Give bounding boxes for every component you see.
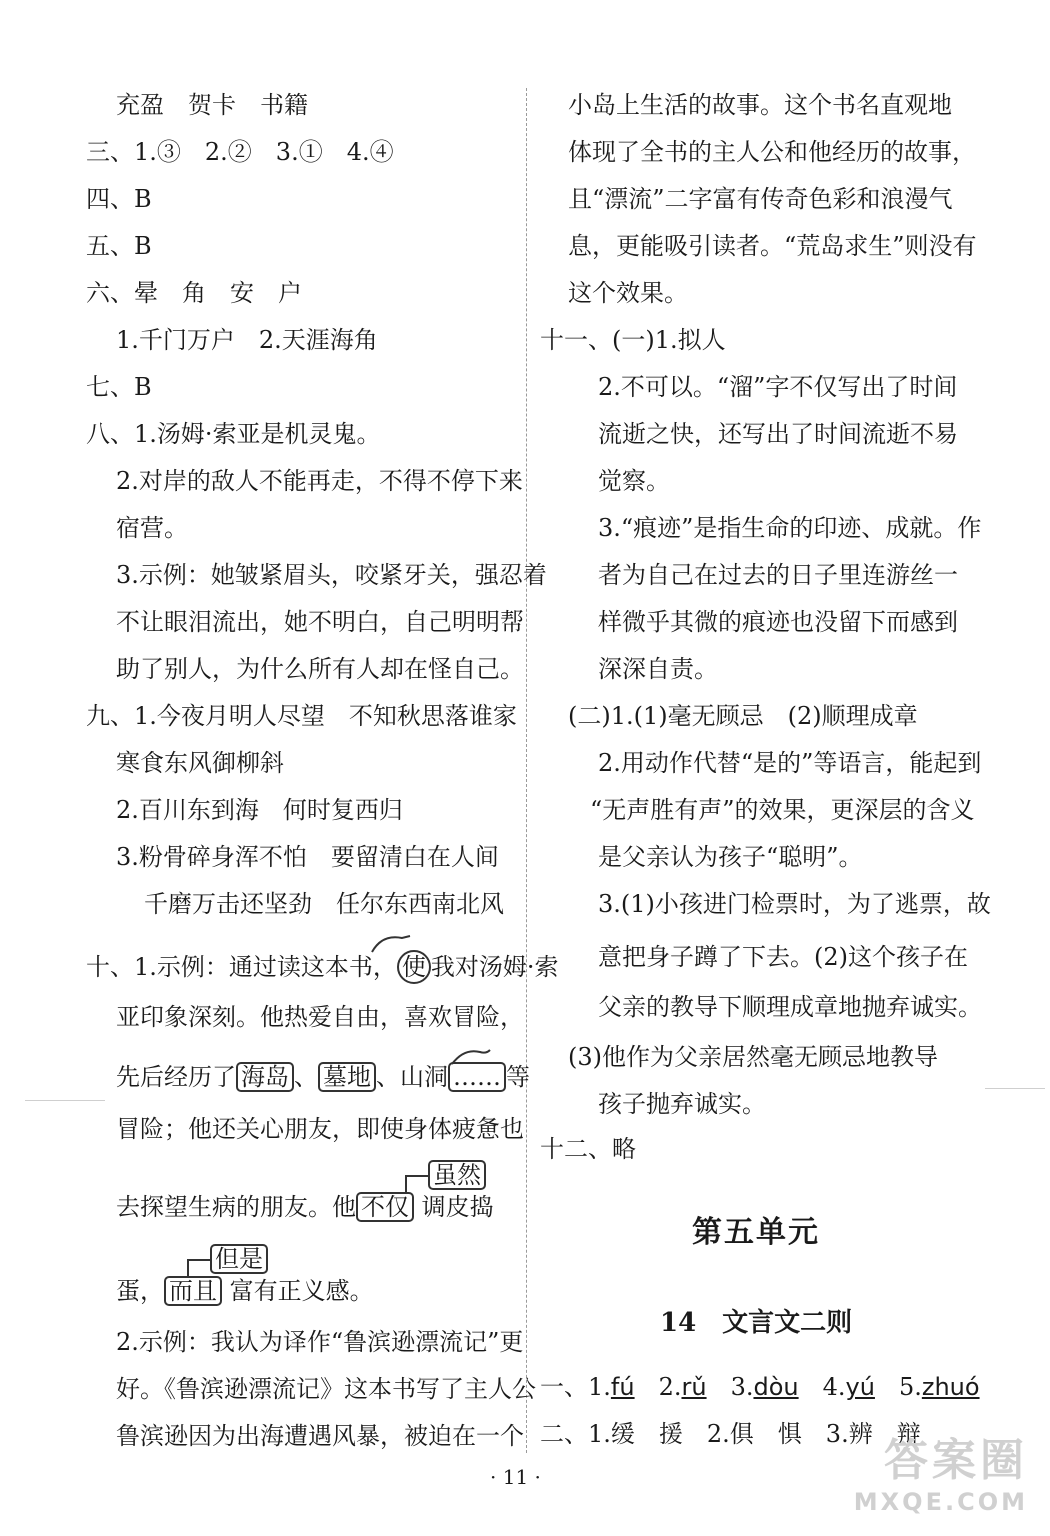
- answer-text: 富有正义感。: [229, 1277, 374, 1305]
- answer-line: 二、1.缓 援 2.俱 惧 3.辨 辩: [540, 1420, 921, 1448]
- answer-line: 五、B: [86, 232, 152, 260]
- answer-line: 四、B: [86, 185, 152, 213]
- insert-mark: [404, 1170, 430, 1196]
- answer-line: 孩子抛弃诚实。: [598, 1090, 766, 1118]
- unit-title: 第五单元: [692, 1215, 820, 1250]
- boxed-word: 海岛: [236, 1062, 294, 1092]
- pinyin: fú: [610, 1373, 635, 1401]
- answer-line: 且“漂流”二字富有传奇色彩和浪漫气: [568, 185, 953, 213]
- answer-line: “无声胜有声”的效果，更深层的含义: [590, 796, 975, 824]
- answer-line: 2.用动作代替“是的”等语言，能起到: [598, 749, 982, 777]
- answer-line: 觉察。: [598, 467, 670, 495]
- answer-text: 调皮捣: [421, 1193, 494, 1221]
- boxed-word: 而且: [164, 1276, 222, 1306]
- answer-line: 3.(1)小孩进门检票时，为了逃票，故: [598, 890, 991, 918]
- answer-line: 千磨万击还坚劲 任尔东西南北风: [144, 890, 504, 918]
- answer-line: 一、1.fú 2.rǔ 3.dòu 4.yú 5.zhuó: [540, 1373, 980, 1401]
- answer-text: 、山洞: [376, 1063, 448, 1091]
- answer-line: 3.粉骨碎身浑不怕 要留清白在人间: [116, 843, 499, 871]
- answer-line: 不让眼泪流出，她不明白，自己明明帮: [116, 608, 524, 636]
- answer-line: 体现了全书的主人公和他经历的故事，: [568, 138, 976, 166]
- answer-line: 是父亲认为孩子“聪明”。: [598, 843, 863, 871]
- answer-line: 2.示例：我认为译作“鲁滨逊漂流记”更: [116, 1328, 524, 1356]
- answer-line: 这个效果。: [568, 279, 688, 307]
- inserted-word: 但是: [210, 1244, 268, 1274]
- answer-line: 九、1.今夜月明人尽望 不知秋思落谁家: [86, 702, 517, 730]
- watermark-text: 答案圈: [884, 1435, 1028, 1486]
- answer-line: 2.对岸的敌人不能再走，不得不停下来: [116, 467, 523, 495]
- answer-line: [116, 1192, 494, 1222]
- answer-text: 等: [506, 1063, 530, 1091]
- answer-text: 先后经历了: [116, 1063, 236, 1091]
- answer-line: 十二、略: [540, 1135, 636, 1163]
- answer-line: 2.百川东到海 何时复西归: [116, 796, 403, 824]
- answer-line: 小岛上生活的故事。这个书名直观地: [568, 91, 952, 119]
- answer-line: 充盈 贺卡 书籍: [116, 91, 308, 119]
- answer-line: 流逝之快，还写出了时间流逝不易: [598, 420, 958, 448]
- answer-line: 助了别人，为什么所有人却在怪自己。: [116, 655, 524, 683]
- boxed-word: 墓地: [318, 1062, 376, 1092]
- pinyin: zhuó: [921, 1373, 980, 1401]
- answer-line: 意把身子蹲了下去。(2)这个孩子在: [598, 943, 968, 971]
- insert-mark: [186, 1254, 212, 1280]
- lesson-title: 14 文言文二则: [660, 1308, 853, 1338]
- answer-text: 十、1.示例：通过读这本书，: [86, 953, 397, 981]
- pinyin: rǔ: [681, 1373, 707, 1401]
- pinyin: dòu: [753, 1373, 799, 1401]
- answer-line: 好。《鲁滨逊漂流记》这本书写了主人公: [116, 1375, 536, 1403]
- circled-word: 使: [397, 950, 431, 984]
- answer-line: (二)1.(1)毫无顾忌 (2)顺理成章: [568, 702, 918, 730]
- answer-line: 1.千门万户 2.天涯海角: [116, 326, 378, 354]
- answer-text: 去探望生病的朋友。他: [116, 1193, 356, 1221]
- answer-line: (3)他作为父亲居然毫无顾忌地教导: [568, 1043, 938, 1071]
- inserted-word: 虽然: [428, 1160, 486, 1190]
- answer-line: [116, 1276, 374, 1306]
- answer-line: 2.不可以。“溜”字不仅写出了时间: [598, 373, 958, 401]
- boxed-word: 不仅: [356, 1192, 414, 1222]
- answer-line: 宿营。: [116, 514, 188, 542]
- answer-line: 寒食东风御柳斜: [116, 749, 284, 777]
- answer-line: 息，更能吸引读者。“荒岛求生”则没有: [568, 232, 977, 260]
- answer-line: 样微乎其微的痕迹也没留下而感到: [598, 608, 958, 636]
- watermark-url: MXQE.COM: [853, 1488, 1028, 1516]
- answer-line: 者为自己在过去的日子里连游丝一: [598, 561, 958, 589]
- answer-line: 父亲的教导下顺理成章地抛弃诚实。: [598, 993, 982, 1021]
- answer-line: 先后经历了 海岛 、 墓地 、山洞 …… 等: [116, 1063, 530, 1091]
- watermark: [854, 1424, 1028, 1516]
- answer-line: [86, 950, 559, 984]
- answer-line: 冒险；他还关心朋友，即使身体疲惫也: [116, 1115, 524, 1143]
- answer-line: 十一、(一)1.拟人: [540, 326, 726, 354]
- answer-line: 3.示例：她皱紧眉头，咬紧牙关，强忍着: [116, 561, 547, 589]
- answer-line: 3.“痕迹”是指生命的印迹、成就。作: [598, 514, 982, 542]
- boxed-word: ……: [448, 1062, 506, 1092]
- proofread-mark: [452, 1046, 492, 1066]
- answer-line: 鲁滨逊因为出海遭遇风暴，被迫在一个: [116, 1422, 524, 1450]
- answer-line: 深深自责。: [598, 655, 718, 683]
- page-number: · 11 ·: [490, 1465, 541, 1489]
- proofread-mark: [372, 934, 412, 954]
- answer-line: 三、1.③ 2.② 3.① 4.④: [86, 138, 394, 166]
- answer-line: 亚印象深刻。他热爱自由，喜欢冒险，: [116, 1003, 524, 1031]
- fold-line: [25, 1100, 105, 1101]
- answer-text: 蛋，: [116, 1277, 164, 1305]
- pinyin: yú: [845, 1373, 875, 1401]
- answer-line: 七、B: [86, 373, 152, 401]
- answer-line: 八、1.汤姆·索亚是机灵鬼。: [86, 420, 381, 448]
- answer-line: 六、晕 角 安 户: [86, 279, 302, 307]
- column-divider: [526, 88, 527, 1453]
- fold-line: [985, 1088, 1045, 1089]
- answer-text: 我对汤姆·索: [430, 953, 559, 981]
